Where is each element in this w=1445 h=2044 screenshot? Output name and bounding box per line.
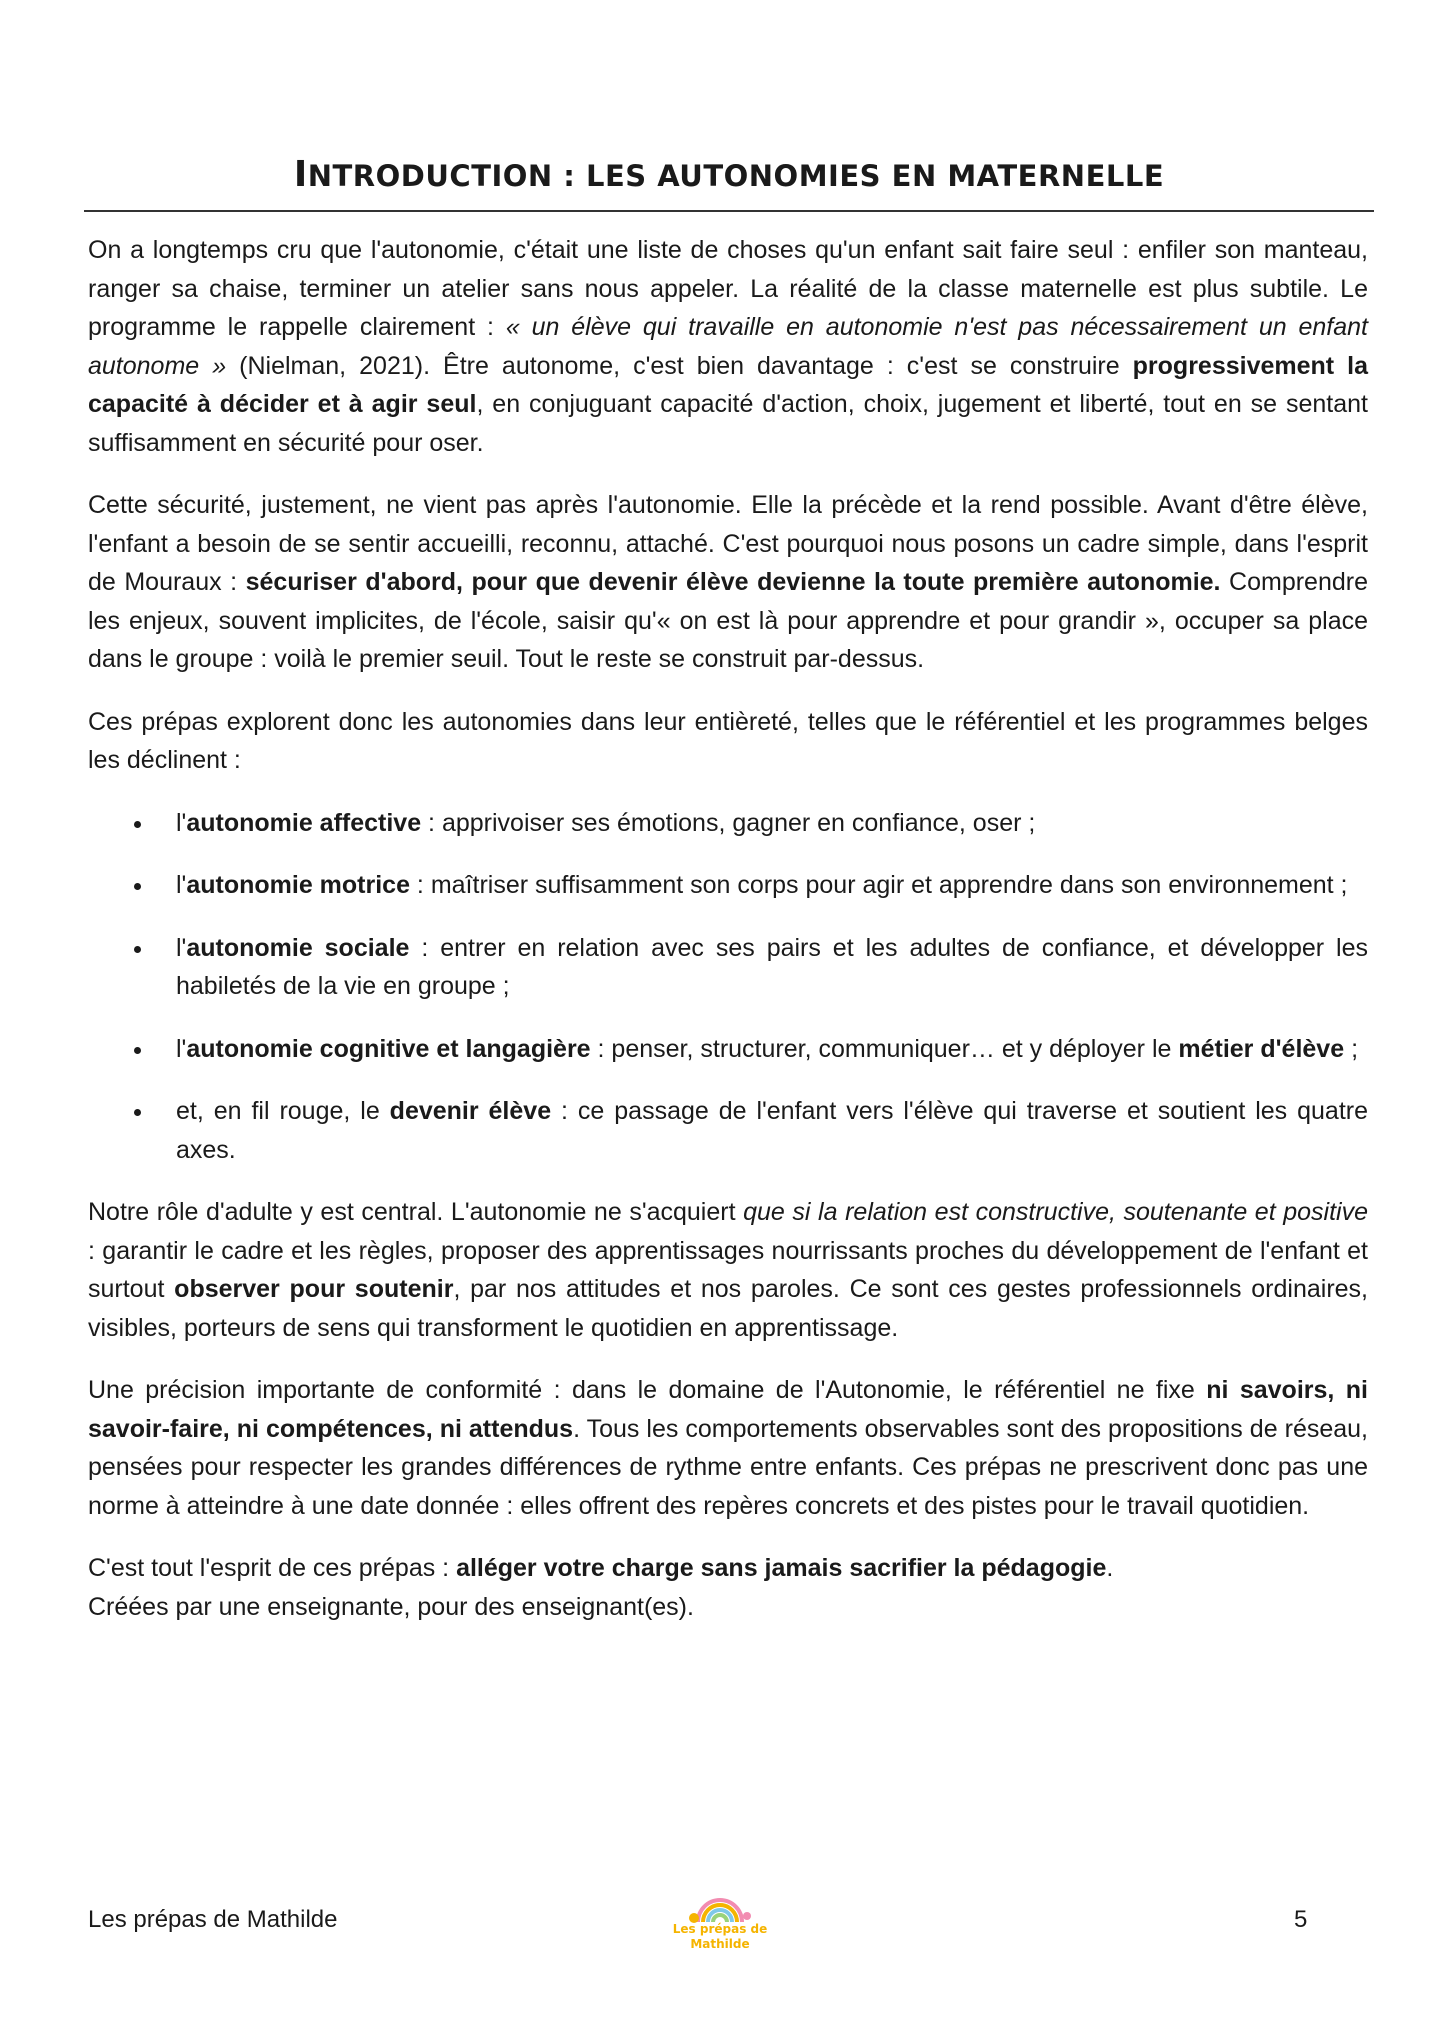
list-item: l'autonomie sociale : entrer en relation avec ses pairs et les adultes de confiance, et développer les habiletés de la vie en groupe ; — [176, 929, 1368, 1006]
paragraph-1: On a longtemps cru que l'autonomie, c'était une liste de choses qu'un enfant sait faire seul : enfiler son manteau, ranger sa chaise, terminer un atelier sans nous appeler. La réalité de la classe maternelle est plus subtile. Le programme le rappelle clairement : « un élève qui travaille en autonomie n'est pas nécessairement un enfant autonome » (Nielman, 2021). Être autonome, c'est bien davantage : c'est se construire progressivement la capacité à décider et à agir seul, en conjuguant capacité d'action, choix, jugement et liberté, tout en se sentant suffisamment en sécurité pour oser. — [88, 236, 1368, 457]
paragraph-6: C'est tout l'esprit de ces prépas : alléger votre charge sans jamais sacrifier la pédagogie. Créées par une enseignante, pour des enseignant(es). — [88, 1554, 1114, 1621]
footer-brand: Les prépas de Mathilde — [88, 1906, 338, 1933]
page-number: 5 — [1294, 1906, 1308, 1933]
list-item: l'autonomie motrice : maîtriser suffisamment son corps pour agir et apprendre dans son environnement ; — [176, 866, 1368, 905]
list-item: l'autonomie cognitive et langagière : penser, structurer, communiquer… et y déployer le métier d'élève ; — [176, 1030, 1368, 1069]
list-item: et, en fil rouge, le devenir élève : ce passage de l'enfant vers l'élève qui traverse et soutient les quatre axes. — [176, 1092, 1368, 1169]
program-quote: « un élève qui travaille en autonomie n'est pas nécessairement un enfant autonome » — [88, 313, 1368, 380]
autonomies-list — [88, 804, 1368, 1170]
title-initial: I — [293, 154, 308, 195]
rainbow-logo-icon — [670, 1888, 770, 1962]
document-body — [88, 231, 1368, 1650]
title-rest: NTRODUCTION : LES AUTONOMIES EN MATERNELLE — [307, 159, 1165, 193]
paragraph-2: Cette sécurité, justement, ne vient pas après l'autonomie. Elle la précède et la rend possible. Avant d'être élève, l'enfant a besoin de se sentir accueilli, reconnu, attaché. C'est pourquoi nous posons un cadre simple, dans l'esprit de Mouraux : sécuriser d'abord, pour que devenir élève devienne la toute première autonomie. Comprendre les enjeux, souvent implicites, de l'école, saisir qu'« on est là pour apprendre et pour grandir », occuper sa place dans le groupe : voilà le premier seuil. Tout le reste se construit par-dessus. — [88, 491, 1369, 673]
logo-text: Les prépas de Mathilde — [672, 1922, 768, 1951]
title-underline — [84, 210, 1374, 212]
page-title — [84, 154, 1374, 195]
paragraph-5: Une précision importante de conformité : dans le domaine de l'Autonomie, le référentiel ne fixe ni savoirs, ni savoir-faire, ni compétences, ni attendus. Tous les comportements observables sont des propositions de réseau, pensées pour respecter les grandes différences de rythme entre enfants. Ces prépas ne prescrivent donc pas une norme à atteindre à une date donnée : elles offrent des repères concrets et des pistes pour le travail quotidien. — [88, 1376, 1369, 1520]
paragraph-3: Ces prépas explorent donc les autonomies dans leur entièreté, telles que le référentiel et les programmes belges les déclinent : — [88, 707, 1368, 774]
paragraph-4: Notre rôle d'adulte y est central. L'autonomie ne s'acquiert que si la relation est constructive, soutenante et positive : garantir le cadre et les règles, proposer des apprentissages nourrissants proches du développement de l'enfant et surtout observer pour soutenir, par nos attitudes et nos paroles. Ce sont ces gestes professionnels ordinaires, visibles, porteurs de sens qui transforment le quotidien en apprentissage. — [88, 1198, 1369, 1342]
closing-line: Créées par une enseignante, pour des enseignant(es). — [88, 1592, 694, 1621]
list-item: l'autonomie affective : apprivoiser ses émotions, gagner en confiance, oser ; — [176, 804, 1368, 843]
